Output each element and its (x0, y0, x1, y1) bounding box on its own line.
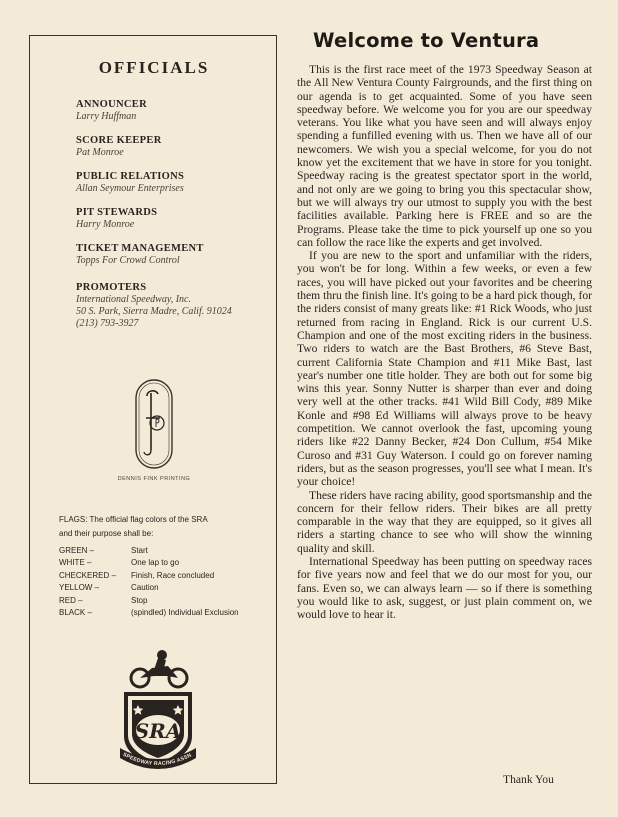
official-pit-stewards (76, 206, 272, 231)
official-role: ANNOUNCER (76, 99, 147, 110)
official-announcer (76, 98, 272, 123)
flag-table (59, 545, 274, 619)
promoter-company: International Speedway, Inc. (76, 294, 191, 305)
sra-emblem-logo (118, 648, 198, 776)
flag-color: WHITE – (59, 558, 92, 568)
officials-title: OFFICIALS (98, 58, 210, 77)
official-role: PIT STEWARDS (76, 207, 158, 218)
official-role: PROMOTERS (76, 282, 147, 293)
official-name: Harry Monroe (76, 219, 135, 230)
article-paragraph: If you are new to the sport and unfamiliar with the riders, you won't be for long. Within a few weeks, or even a few races, you will have picked out your favorites and be cheering them thru the finish line. It's going to be a hard pick though, for the riders consist of many greats like: #1 Rick Woods, who just returned from racing in England. Rick is our current U.S. Champion and one of the most exciting riders in the business. Two riders to watch are the Bast Brothers, #6 Steve Bast, current California State Champion and #11 Mike Bast, last year's number one title holder. They are both out for some big wins this year. Sonny Nutter is sharper than ever and doing very well at the other tracks. #41 Wild Bill Cody, #89 Mike Konle and #98 Ed Williams will always prove to be heavy competition. We cannot overlook the fast, upcoming young riders like #22 Danny Becker, #24 Don Cullum, #54 Mike Curoso and #31 Guy Waterson. I could go on forever naming riders, but as the season progresses, you'll see what I mean. It's your choice! (297, 249, 592, 489)
sra-banner-text: SPEEDWAY RACING ASSN (121, 751, 193, 768)
article-paragraph: These riders have racing ability, good sportsmanship and the concern for their fellow riders. Their bikes are all pretty comparable in the way that they are equipped, so it gives all riders a starting chance to see who will show the winning quality and skill. (297, 488, 592, 555)
official-name: Pat Monroe (76, 147, 124, 158)
official-role: SCORE KEEPER (76, 135, 162, 146)
flag-row (59, 595, 274, 607)
flags-intro-line: FLAGS: The official flag colors of the SRA (59, 515, 208, 524)
flag-row (59, 570, 274, 582)
article-signoff: Thank You (503, 773, 554, 786)
officials-list (76, 98, 272, 341)
flag-meaning: One lap to go (131, 558, 180, 568)
flag-color: GREEN – (59, 546, 95, 555)
printer-name: DENNIS FINK PRINTING (117, 476, 191, 482)
promoter-phone: (213) 793-3927 (76, 318, 139, 329)
official-name: Larry Huffman (76, 111, 137, 122)
flag-meaning: Finish, Race concluded (131, 570, 215, 580)
flag-color: CHECKERED – (59, 570, 116, 580)
promoter-address: 50 S. Park, Sierra Madre, Calif. 91024 (76, 306, 232, 317)
officials-panel (29, 35, 277, 784)
flags-intro (59, 513, 269, 541)
article-body (297, 63, 592, 621)
flag-row (59, 582, 274, 594)
flag-color: YELLOW – (59, 583, 100, 593)
flag-meaning: (spindled) Individual Exclusion (131, 608, 239, 618)
flag-row (59, 557, 274, 569)
article-paragraph: International Speedway has been putting on speedway races for five years now and feel that we do our most for you, our fans. Even so, we can always learn — so if there is something you would like to ask, suggest, or just plain comment on, we would love to hear it. (297, 554, 592, 622)
official-promoters (76, 281, 272, 330)
official-public-relations (76, 170, 272, 195)
flag-color: BLACK – (59, 608, 92, 618)
sra-letters: SRA (134, 719, 182, 743)
flag-meaning: Start (131, 546, 148, 555)
flag-color: RED – (59, 595, 83, 605)
official-ticket-management (76, 242, 272, 267)
official-name: Allan Seymour Enterprises (76, 183, 184, 194)
official-role: PUBLIC RELATIONS (76, 171, 185, 182)
article-paragraph: This is the first race meet of the 1973 Speedway Season at the All New Ventura County Fairgrounds, and the first thing on our agenda is to get acquainted. Some of you have seen speedway before. We welcome you for you are our speedway veterans. You like what you have seen and will always enjoy spending a funfilled evening with us. Then we have all of our newcomers. We wish you a special welcome, for you do not know yet the excitement that we have in store for you tonight. Speedway racing is the greatest spectator sport in the world, and not only are we going to bring you this spectacular show, but we will always try our utmost to supply you with the best facilities available. Parking here is FREE and so are the Programs. Please take the time to pick yourself up one so you can follow the race like the experts and get involved. (297, 63, 592, 249)
flags-intro-line: and their purpose shall be: (59, 529, 154, 538)
flag-meaning: Caution (131, 583, 159, 593)
article-title: Welcome to Ventura (313, 29, 540, 52)
printer-monogram-logo (134, 378, 174, 470)
official-role: TICKET MANAGEMENT (76, 243, 204, 254)
flag-meaning: Stop (131, 595, 148, 605)
flag-row (59, 607, 274, 619)
official-name: Topps For Crowd Control (76, 255, 180, 266)
official-score-keeper (76, 134, 272, 159)
flag-row (59, 545, 274, 557)
